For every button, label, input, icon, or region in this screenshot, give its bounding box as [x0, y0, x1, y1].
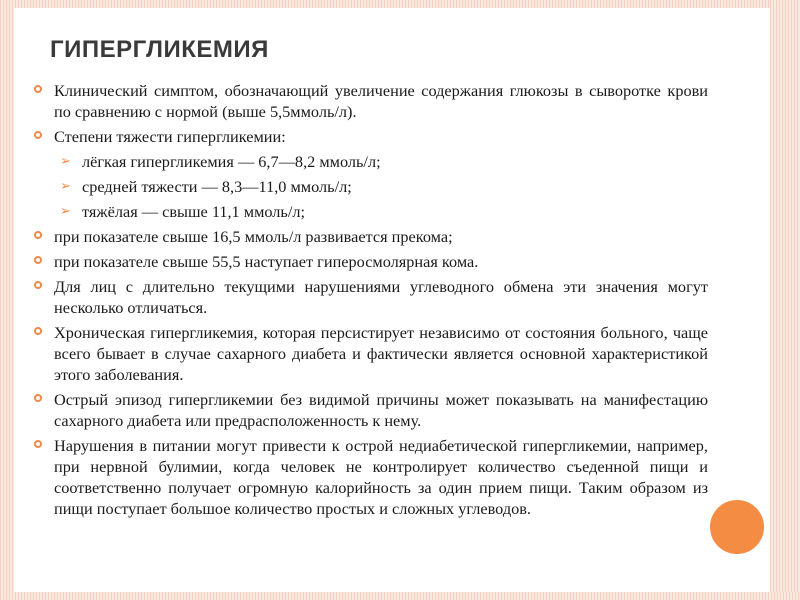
bullet-circle-icon: [34, 440, 42, 448]
bullet-circle-icon: [34, 131, 42, 139]
list-item-text: Клинический симптом, обозначающий увеличение содержания глюкозы в сыворотке крови по сравнению с нормой (выше 5,5ммоль/л).: [54, 81, 708, 121]
list-item-text: Хроническая гипергликемия, которая персистирует независимо от состояния больного, чаще всего бывает в случае сахарного диабета и фактически является основной характеристикой этого заболевания.: [54, 323, 708, 384]
list-item: [34, 126, 708, 147]
list-item: [34, 389, 708, 431]
bullet-arrow-icon: ➢: [60, 179, 71, 194]
decorative-circle: [710, 500, 764, 554]
slide-title: ГИПЕРГЛИКЕМИЯ: [50, 36, 269, 63]
slide: [14, 8, 770, 592]
bullet-circle-icon: [34, 281, 42, 289]
list-item-text: Острый эпизод гипергликемии без видимой причины может показывать на манифестацию сахарного диабета или предрасположенность к нему.: [54, 390, 708, 430]
list-item: [34, 322, 708, 385]
decorative-border-top: [0, 0, 800, 8]
sub-list-item-text: средней тяжести — 8,3—11,0 ммоль/л;: [82, 177, 352, 196]
sub-list-item: [34, 176, 708, 197]
list-item-text: Нарушения в питании могут привести к острой недиабетической гипергликемии, например, при нервной булимии, когда человек не контролирует количество съеденной пищи и соответственно получает огромную калорийность за один прием пищи. Таким образом из пищи поступает большое количество простых и сложных углеводов.: [54, 436, 708, 518]
bullet-arrow-icon: ➢: [60, 154, 71, 169]
list-item-text: при показателе свыше 55,5 наступает гиперосмолярная кома.: [54, 252, 479, 271]
sub-list-item: [34, 151, 708, 172]
bullet-circle-icon: [34, 327, 42, 335]
decorative-border-right: [770, 0, 800, 600]
bullet-circle-icon: [34, 256, 42, 264]
bullet-circle-icon: [34, 85, 42, 93]
sub-list-item-text: лёгкая гипергликемия — 6,7—8,2 ммоль/л;: [82, 152, 381, 171]
bullet-list: [34, 80, 708, 519]
list-item-text: Степени тяжести гипергликемии:: [54, 127, 286, 146]
bullet-circle-icon: [34, 231, 42, 239]
bullet-circle-icon: [34, 394, 42, 402]
list-item: [34, 80, 708, 122]
bullet-arrow-icon: ➢: [60, 204, 71, 219]
list-item: [34, 226, 708, 247]
list-item: [34, 435, 708, 519]
list-item-text: Для лиц с длительно текущими нарушениями углеводного обмена эти значения могут несколько отличаться.: [54, 277, 708, 317]
sub-list-item: [34, 201, 708, 222]
list-item: [34, 251, 708, 272]
list-item: [34, 276, 708, 318]
list-item-text: при показателе свыше 16,5 ммоль/л развивается прекома;: [54, 227, 453, 246]
decorative-border-left: [0, 0, 14, 600]
sub-list-item-text: тяжёлая — свыше 11,1 ммоль/л;: [82, 202, 306, 221]
decorative-border-bottom: [0, 592, 800, 600]
slide-content: [34, 80, 708, 523]
